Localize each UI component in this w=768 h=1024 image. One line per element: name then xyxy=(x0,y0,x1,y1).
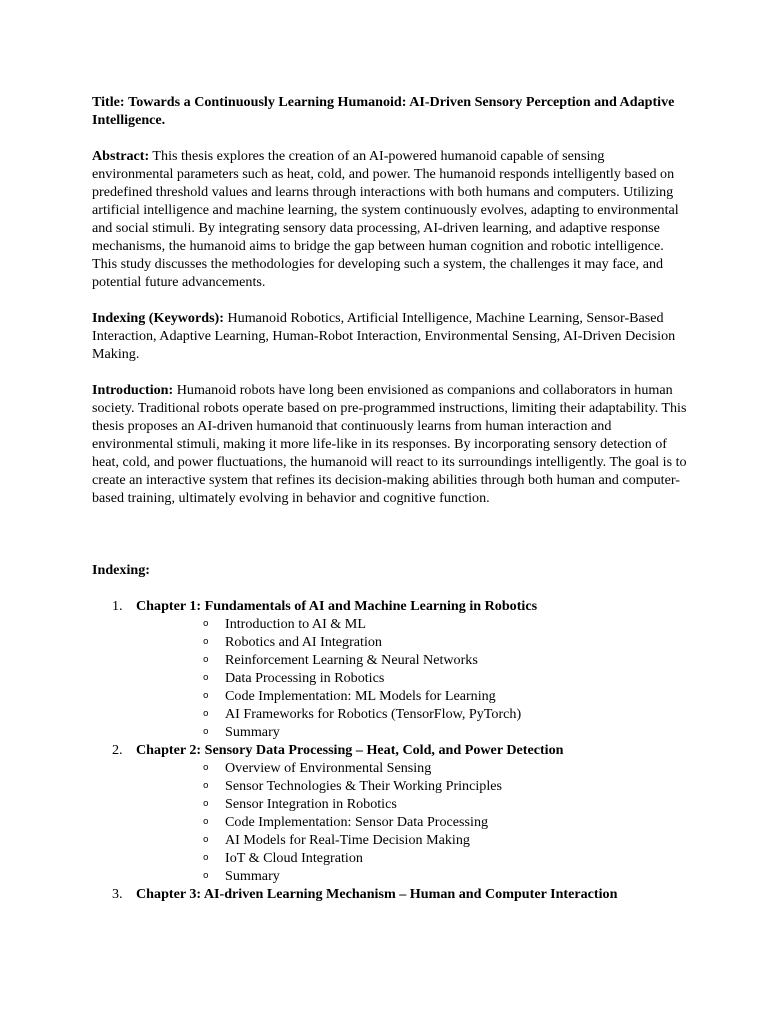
section-item xyxy=(136,759,688,777)
section-text: IoT & Cloud Integration xyxy=(225,850,363,866)
section-text: Sensor Integration in Robotics xyxy=(225,796,397,812)
section-item xyxy=(136,669,688,687)
hollow-circle-bullet-icon: o xyxy=(203,637,209,647)
chapter-title: Chapter 2: Sensory Data Processing – Heat, Cold, and Power Detection xyxy=(136,742,564,758)
section-item xyxy=(136,705,688,723)
section-text: Reinforcement Learning & Neural Networks xyxy=(225,652,478,668)
section-item xyxy=(136,849,688,867)
section-text: Robotics and AI Integration xyxy=(225,634,382,650)
title-label: Title: xyxy=(92,94,125,110)
hollow-circle-bullet-icon: o xyxy=(203,781,209,791)
hollow-circle-bullet-icon: o xyxy=(203,691,209,701)
keywords-paragraph xyxy=(92,309,688,363)
hollow-circle-bullet-icon: o xyxy=(203,799,209,809)
section-item xyxy=(136,813,688,831)
section-list xyxy=(136,615,688,741)
section-item xyxy=(136,651,688,669)
section-item xyxy=(136,795,688,813)
hollow-circle-bullet-icon: o xyxy=(203,709,209,719)
section-item xyxy=(136,867,688,885)
chapter-item xyxy=(92,741,688,885)
chapter-title: Chapter 1: Fundamentals of AI and Machine Learning in Robotics xyxy=(136,598,538,614)
keywords-label: Indexing (Keywords): xyxy=(92,310,224,326)
chapter-number: 3. xyxy=(112,886,123,902)
section-text: Code Implementation: Sensor Data Processing xyxy=(225,814,489,830)
indexing-heading: Indexing: xyxy=(92,562,150,578)
section-item xyxy=(136,831,688,849)
chapter-number: 2. xyxy=(112,742,123,758)
hollow-circle-bullet-icon: o xyxy=(203,619,209,629)
section-text: Data Processing in Robotics xyxy=(225,670,385,686)
chapter-item xyxy=(92,597,688,741)
section-text: Summary xyxy=(225,868,280,884)
hollow-circle-bullet-icon: o xyxy=(203,871,209,881)
introduction-paragraph xyxy=(92,381,688,507)
section-text: AI Models for Real-Time Decision Making xyxy=(225,832,470,848)
abstract-text: This thesis explores the creation of an AI-powered humanoid capable of sensing environmental parameters such as heat, cold, and power. The humanoid responds intelligently based on predefined threshold values and learns through interactions with both humans and computers. Utilizing artificial intelligence and machine learning, the system continuously evolves, adapting to environmental and social stimuli. By integrating sensory data processing, AI-driven learning, and adaptive response mechanisms, the humanoid aims to bridge the gap between human cognition and robotic intelligence. This study discusses the methodologies for developing such a system, the challenges it may face, and potential future advancements. xyxy=(92,148,679,290)
hollow-circle-bullet-icon: o xyxy=(203,835,209,845)
introduction-label: Introduction: xyxy=(92,382,174,398)
chapter-list xyxy=(92,597,688,903)
title-paragraph xyxy=(92,93,688,129)
section-text: AI Frameworks for Robotics (TensorFlow, PyTorch) xyxy=(225,706,522,722)
section-item xyxy=(136,723,688,741)
hollow-circle-bullet-icon: o xyxy=(203,673,209,683)
chapter-number: 1. xyxy=(112,598,123,614)
keywords-text: Humanoid Robotics, Artificial Intelligence, Machine Learning, Sensor-Based Interaction, Adaptive Learning, Human-Robot Interaction, Environmental Sensing, AI-Driven Decision Making. xyxy=(92,310,676,362)
chapter-title: Chapter 3: AI-driven Learning Mechanism – Human and Computer Interaction xyxy=(136,886,618,902)
section-text: Introduction to AI & ML xyxy=(225,616,366,632)
section-text: Code Implementation: ML Models for Learning xyxy=(225,688,496,704)
section-item xyxy=(136,615,688,633)
section-text: Overview of Environmental Sensing xyxy=(225,760,432,776)
hollow-circle-bullet-icon: o xyxy=(203,727,209,737)
hollow-circle-bullet-icon: o xyxy=(203,853,209,863)
section-item xyxy=(136,687,688,705)
section-text: Summary xyxy=(225,724,280,740)
title-text: Towards a Continuously Learning Humanoid: AI-Driven Sensory Perception and Adaptive Intelligence. xyxy=(92,94,675,128)
section-item xyxy=(136,777,688,795)
chapter-item xyxy=(92,885,688,903)
introduction-text: Humanoid robots have long been envisioned as companions and collaborators in human society. Traditional robots operate based on pre-programmed instructions, limiting their adaptability. This thesis proposes an AI-driven humanoid that continuously learns from human interaction and environmental stimuli, making it more life-like in its responses. By incorporating sensory detection of heat, cold, and power fluctuations, the humanoid will react to its surroundings intelligently. The goal is to create an interactive system that refines its decision-making abilities through both human and computer-based training, ultimately evolving in behavior and cognitive function. xyxy=(92,382,687,506)
hollow-circle-bullet-icon: o xyxy=(203,763,209,773)
section-list xyxy=(136,759,688,885)
spacer xyxy=(92,525,688,561)
section-item xyxy=(136,633,688,651)
hollow-circle-bullet-icon: o xyxy=(203,655,209,665)
hollow-circle-bullet-icon: o xyxy=(203,817,209,827)
section-text: Sensor Technologies & Their Working Principles xyxy=(225,778,502,794)
abstract-label: Abstract: xyxy=(92,148,150,164)
abstract-paragraph xyxy=(92,147,688,291)
